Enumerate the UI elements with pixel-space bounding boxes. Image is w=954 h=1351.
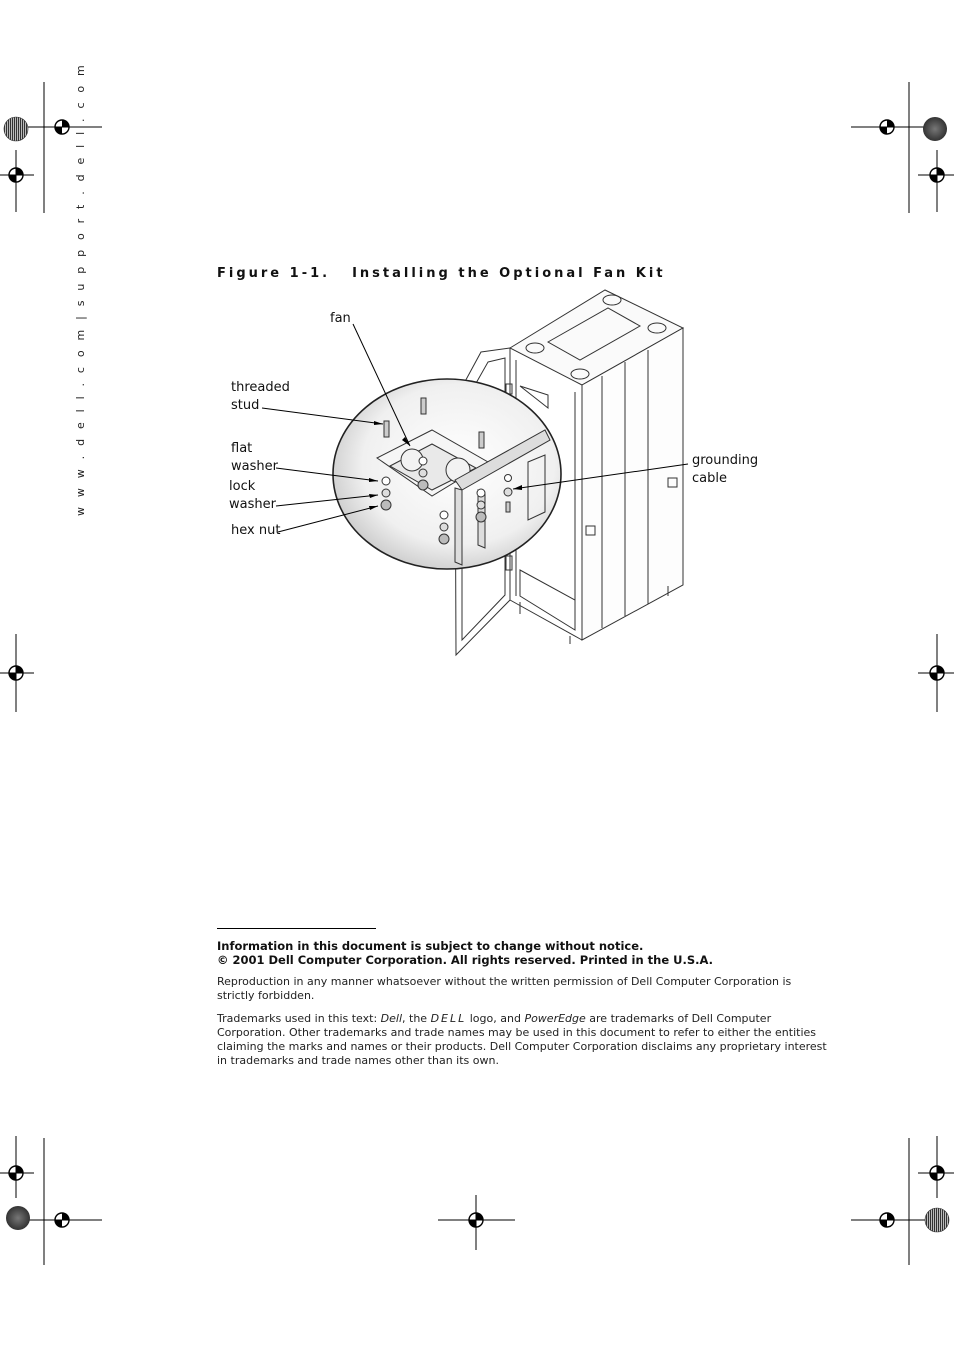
tm-the: , the	[402, 1012, 431, 1025]
label-flat-washer-line1: flat	[231, 441, 253, 456]
label-hex-nut: hex nut	[231, 523, 281, 538]
dell-logo-text: DELL	[430, 1012, 467, 1025]
label-fan: fan	[330, 311, 351, 326]
tm-logo-and: logo, and	[466, 1012, 525, 1025]
tm-intro: Trademarks used in this text:	[217, 1012, 381, 1025]
tm-rest: are trademarks of Dell Computer Corporation. Other trademarks and trade names may be used in this document to refer to either the entities claiming the marks and names or their products. Dell Computer Corporation disclaims any proprietary interest in trademarks and trade names other than its own.	[217, 1012, 827, 1067]
notice-copyright: © 2001 Dell Computer Corporation. All rights reserved. Printed in the U.S.A.	[217, 953, 714, 967]
notice-change: Information in this document is subject to change without notice.	[217, 939, 644, 953]
tm-poweredge: PowerEdge	[524, 1012, 586, 1025]
footnote-rule	[217, 928, 376, 929]
notice-trademarks	[217, 1012, 827, 1068]
sidebar-url-text: w w w . d e l l . c o m | s u p p o r t . d e l l . c o m	[74, 62, 87, 516]
label-threaded-stud-line1: threaded	[231, 380, 290, 395]
label-grounding-cable-line1: grounding	[692, 453, 759, 468]
figure-number: Figure 1-1.	[217, 266, 331, 281]
figure-caption: Installing the Optional Fan Kit	[352, 266, 666, 281]
label-lock-washer-line2: washer	[229, 497, 276, 512]
label-lock-washer-line1: lock	[229, 479, 256, 494]
label-flat-washer-line2: washer	[231, 459, 278, 474]
notice-reproduction: Reproduction in any manner whatsoever without the written permission of Dell Computer Corporation is strictly forbidden.	[217, 975, 792, 1002]
label-grounding-cable-line2: cable	[692, 471, 727, 486]
tm-dell: Dell	[380, 1012, 403, 1025]
label-threaded-stud-line2: stud	[231, 398, 260, 413]
